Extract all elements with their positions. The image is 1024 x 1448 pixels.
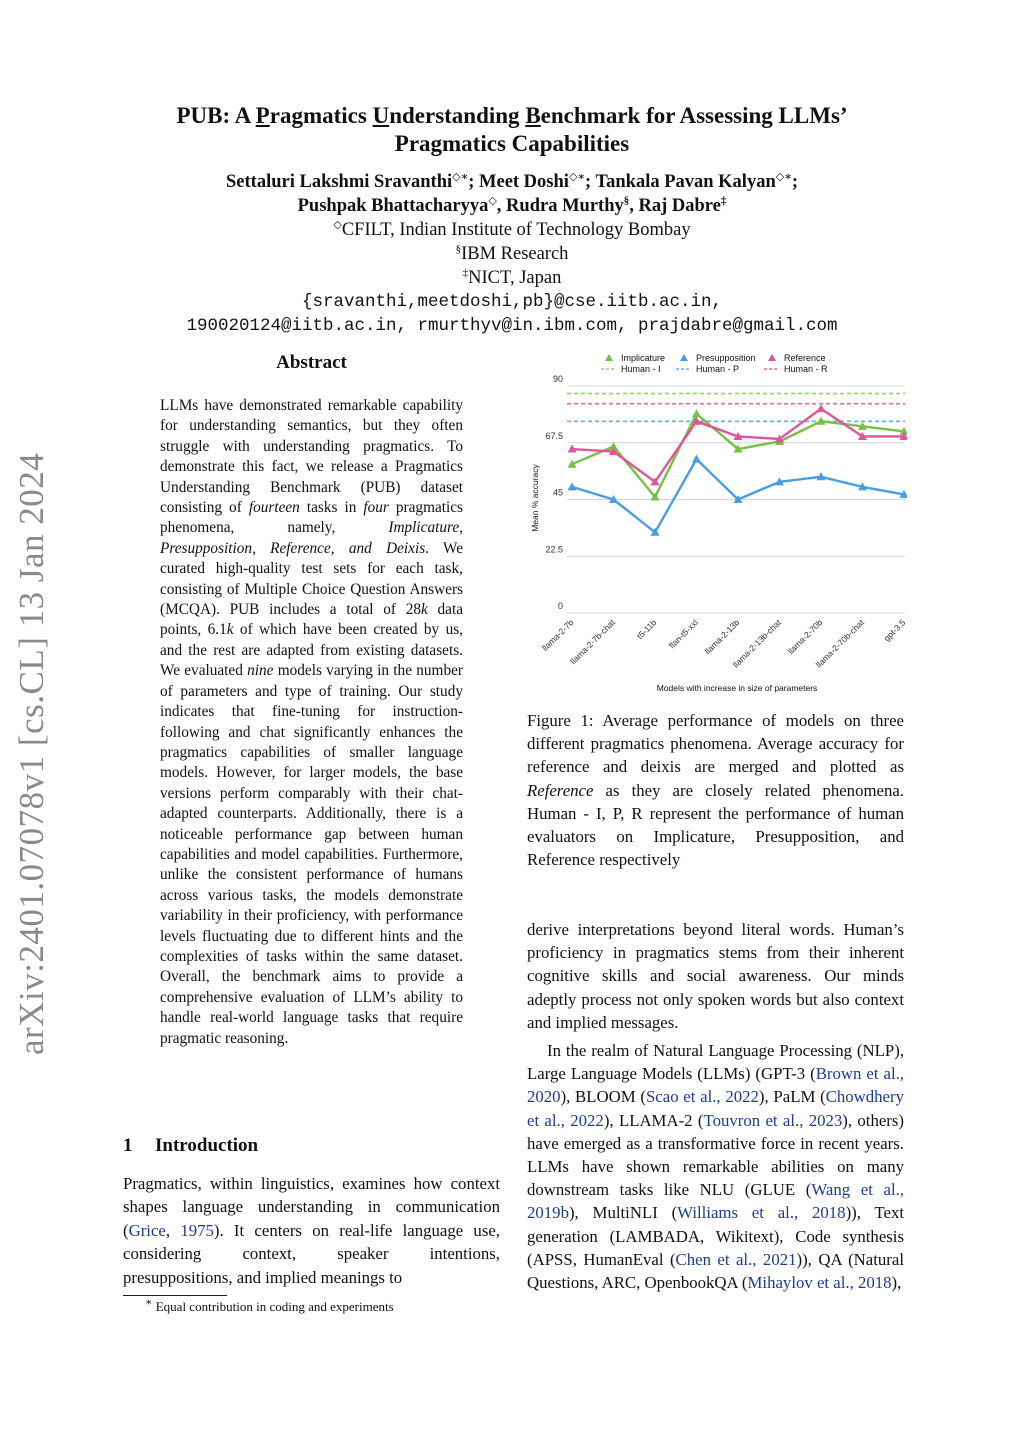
legend-label: Human - I: [621, 364, 661, 374]
data-point: [692, 409, 701, 417]
data-point: [568, 482, 577, 490]
x-axis-label: Models with increase in size of parameters: [656, 683, 818, 693]
right-paragraph-1: derive interpretations beyond literal words. Human’s proficiency in pragmatics stems from their inherent cognitive skills and social awareness. Our minds adeptly process not only spoken words but also context and implied messages.: [527, 920, 904, 1032]
legend-marker: [605, 354, 613, 361]
figure-1-chart: [527, 348, 907, 698]
citation-link[interactable]: Williams et al., 2018: [677, 1203, 846, 1223]
author-line-1: Settaluri Lakshmi Sravanthi◇∗; Meet Doshi◇∗; Tankala Pavan Kalyan◇∗;: [226, 170, 798, 192]
arxiv-stamp: arXiv:2401.07078v1 [cs.CL] 13 Jan 2024: [12, 452, 51, 1055]
citation-link[interactable]: Wang et al., 2019b: [527, 1180, 904, 1223]
paper-title: PUB: A Pragmatics Understanding Benchmark for Assessing LLMs’ Pragmatics Capabilities: [176, 103, 848, 156]
x-tick-label: llama-2-70b: [785, 617, 825, 657]
y-axis-label: Mean % accuracy: [530, 464, 540, 532]
citation-link[interactable]: Mihaylov et al., 2018: [747, 1273, 892, 1293]
legend-label: Human - P: [696, 364, 740, 374]
affiliation-3: ‡NICT, Japan: [462, 266, 562, 288]
legend-label: Presupposition: [696, 353, 756, 363]
legend-label: Reference: [784, 353, 826, 363]
x-tick-label: gpt-3.5: [881, 617, 907, 644]
legend-label: Human - R: [784, 364, 828, 374]
y-tick-label: 22.5: [545, 544, 563, 555]
abstract-heading: Abstract: [276, 352, 347, 373]
data-point: [692, 455, 701, 463]
email-line-2: 190020124@iitb.ac.in, rmurthyv@in.ibm.com, prajdabre@gmail.com: [186, 316, 838, 336]
y-tick-label: 90: [552, 374, 563, 384]
affiliation-1: ◇CFILT, Indian Institute of Technology Bombay: [333, 218, 691, 240]
abstract-body: LLMs have demonstrated remarkable capability for understanding semantics, but they often struggle with understanding pragmatics. To demonstrate this fact, we release a Pragmatics Understanding Benchmark (PUB) dataset consisting of fourteen tasks in four pragmatics phenomena, namely, Implicature, Presupposition, Reference, and Deixis. We curated high-quality test sets for each task, consisting of Multiple Choice Question Answers (MCQA). PUB includes a total of 28k data points, 6.1k of which have been created by us, and the rest are adapted from existing datasets. We evaluated nine models varying in the number of parameters and type of training. Our study indicates that fine-tuning for instruction-following and chat significantly enhances the pragmatics capabilities of smaller language models. However, for larger models, the base versions perform comparably with their chat-adapted counterparts. Additionally, there is a noticeable performance gap between human capabilities and model capabilities. Furthermore, unlike the consistent performance of humans across various tasks, the models demonstrate variability in their proficiency, with performance levels fluctuating due to different hints and the complexities of tasks within the same dataset. Overall, the benchmark aims to provide a comprehensive evaluation of LLM’s ability to handle real-world language tasks that require pragmatic reasoning.: [160, 397, 464, 1047]
x-tick-label: llama-2-13b: [702, 617, 742, 657]
x-tick-label: llama-2-7b: [539, 617, 576, 653]
line-chart: [527, 348, 907, 698]
citation-link[interactable]: Grice: [128, 1220, 166, 1240]
x-tick-label: llama-2-7b-chat: [568, 617, 617, 667]
author-line-2: Pushpak Bhattacharyya◇, Rudra Murthy§, Raj Dabre‡: [297, 194, 727, 216]
x-tick-label: llama-2-13b-chat: [730, 617, 783, 670]
citation-link[interactable]: Touvron et al., 2023: [703, 1110, 843, 1130]
legend-marker: [768, 354, 776, 361]
y-tick-label: 67.5: [545, 430, 563, 441]
legend-marker: [680, 354, 688, 361]
citation-link[interactable]: Scao et al., 2022: [645, 1087, 759, 1107]
author-block: [100, 170, 924, 338]
citation-link[interactable]: Chowdhery et al., 2022: [527, 1087, 904, 1130]
y-tick-label: 45: [552, 487, 563, 498]
data-point: [817, 404, 826, 412]
affiliation-2: §IBM Research: [455, 242, 569, 264]
citation-link[interactable]: Brown et al., 2020: [527, 1064, 905, 1107]
x-tick-label: flan-t5-xxl: [666, 617, 700, 651]
figure-caption: Figure 1: Average performance of models on three different pragmatics phenomena. Average accuracy for reference and deixis are merged and plotted as Reference as they are closely related phenomena. Human - I, P, R represent the performance of human evaluators on Implicature, Presupposition, and Reference respectively: [527, 711, 904, 870]
x-tick-label: t5-11b: [634, 617, 659, 642]
x-tick-label: llama-2-70b-chat: [813, 617, 866, 670]
citation-link[interactable]: 1975: [180, 1220, 214, 1240]
footnote: ∗ Equal contribution in coding and experiments: [145, 1296, 394, 1314]
y-tick-label: 0: [557, 601, 563, 611]
intro-paragraph: Pragmatics, within linguistics, examines how context shapes language understanding in communication (Grice, 1975). It centers on real-life language use, considering context, speaker intentions, presuppositions, and implied meanings to: [123, 1174, 500, 1287]
email-line-1: {sravanthi,meetdoshi,pb}@cse.iitb.ac.in,: [301, 292, 723, 312]
footnote-rule: [123, 1295, 227, 1296]
right-paragraph-2: In the realm of Natural Language Processing (NLP), Large Language Models (LLMs) (GPT-3 (Brown et al., 2020), BLOOM (Scao et al., 2022), PaLM (Chowdhery et al., 2022), LLAMA-2 (Touvron et al., 2023), others) have emerged as a transformative force in recent years. LLMs have shown remarkable abilities on many downstream tasks like NLU (GLUE (Wang et al., 2019b), MultiNLI (Williams et al., 2018)), Text generation (LAMBADA, Wikitext), Code synthesis (APSS, HumanEval (Chen et al., 2021)), QA (Natural Questions, ARC, OpenbookQA (Mihaylov et al., 2018),: [527, 1041, 905, 1293]
legend-label: Implicature: [621, 353, 666, 363]
citation-link[interactable]: Chen et al., 2021: [675, 1249, 797, 1269]
section-heading-introduction: 1 Introduction: [123, 1135, 259, 1156]
